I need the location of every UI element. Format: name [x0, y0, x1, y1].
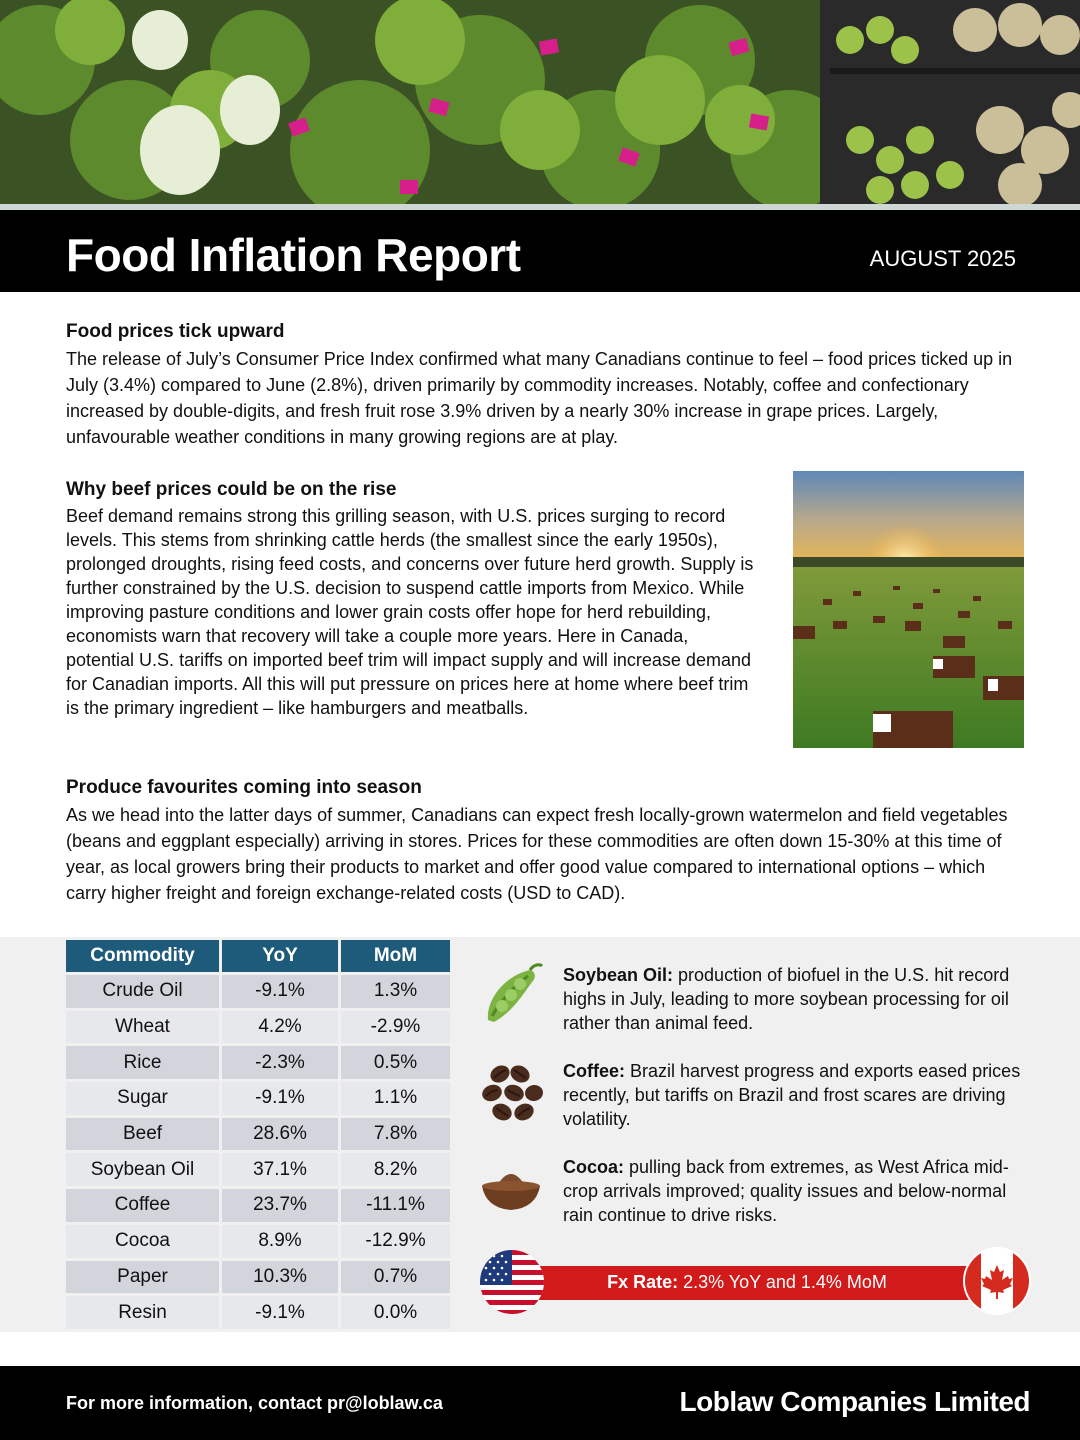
contact-info: For more information, contact pr@loblaw.ca [66, 1393, 443, 1413]
mom-cell: -11.1% [341, 1186, 453, 1222]
table-row [66, 1222, 453, 1258]
section-food-prices [66, 320, 1016, 450]
table-row [66, 972, 453, 1008]
note-text: production of biofuel in the U.S. hit record highs in July, leading to more soybean processing for oil rather than animal feed. [563, 965, 1010, 1033]
company-logo: Loblaw Companies Limited [679, 1386, 1030, 1417]
table-row [66, 1115, 453, 1151]
mom-cell: 0.0% [341, 1293, 453, 1329]
note-label: Cocoa: [563, 1157, 625, 1177]
commodity-cell: Cocoa [66, 1222, 222, 1258]
soybean-note [563, 963, 1033, 1035]
section-heading: Why beef prices could be on the rise [66, 479, 397, 500]
section-heading: Food prices tick upward [66, 321, 285, 342]
section-beef-prices [66, 478, 756, 720]
soybean-pod-icon [478, 962, 544, 1028]
produce-hero-image [0, 0, 1080, 208]
mom-cell: 7.8% [341, 1115, 453, 1151]
cocoa-note [563, 1155, 1033, 1227]
cocoa-powder-icon [478, 1158, 544, 1224]
fx-rate-bar [512, 1266, 982, 1300]
coffee-beans-icon [478, 1060, 544, 1126]
table-row [66, 1258, 453, 1294]
cattle-pasture-image [793, 471, 1024, 748]
footer [0, 1366, 1080, 1440]
yoy-cell: -9.1% [222, 1079, 341, 1115]
note-text: pulling back from extremes, as West Africa mid-crop arrivals improved; quality issues and below-normal rain continue to drive risks. [563, 1157, 1009, 1225]
mom-cell: 0.7% [341, 1258, 453, 1294]
section-body: Beef demand remains strong this grilling season, with U.S. prices surging to record levels. This stems from shrinking cattle herds (the smallest since the early 1950s), prolonged droughts, rising feed costs, and concerns over future herd growth. Supply is further constrained by the U.S. decision to suspend cattle imports from Mexico. While improving pasture conditions and lower grain costs offer hope for herd rebuilding, economists warn that recovery will take a couple more years. Here in Canada, potential U.S. tariffs on imported beef trim will impact supply and will increase demand for Canadian imports. All this will put pressure on prices here at home where beef trim is the primary ingredient – like hamburgers and meatballs. [66, 506, 754, 718]
yoy-cell: 37.1% [222, 1150, 341, 1186]
yoy-cell: 10.3% [222, 1258, 341, 1294]
us-flag-icon [480, 1250, 544, 1314]
mom-cell: 0.5% [341, 1043, 453, 1079]
yoy-cell: 28.6% [222, 1115, 341, 1151]
mom-cell: -2.9% [341, 1008, 453, 1044]
commodity-cell: Coffee [66, 1186, 222, 1222]
canada-flag-icon [965, 1249, 1029, 1313]
commodity-cell: Paper [66, 1258, 222, 1294]
column-header-yoy: YoY [222, 940, 341, 972]
yoy-cell: 8.9% [222, 1222, 341, 1258]
commodity-cell: Rice [66, 1043, 222, 1079]
section-body: The release of July’s Consumer Price Index confirmed what many Canadians continue to feel – food prices ticked up in July (3.4%) compared to June (2.8%), driven primarily by commodity increases. Notably, coffee and confectionary increased by double-digits, and fresh fruit rose 3.9% driven by a nearly 30% increase in grape prices. Largely, unfavourable weather conditions in many growing regions are at play. [66, 349, 1013, 447]
report-date: AUGUST 2025 [869, 246, 1016, 271]
mom-cell: 8.2% [341, 1150, 453, 1186]
fx-rate-text [512, 1272, 982, 1293]
column-header-commodity: Commodity [66, 940, 222, 972]
commodity-cell: Resin [66, 1293, 222, 1329]
mom-cell: 1.3% [341, 972, 453, 1008]
yoy-cell: -9.1% [222, 1293, 341, 1329]
note-label: Soybean Oil: [563, 965, 674, 985]
yoy-cell: 23.7% [222, 1186, 341, 1222]
commodity-table [66, 940, 453, 1329]
yoy-cell: -9.1% [222, 972, 341, 1008]
title-banner [0, 210, 1080, 292]
fx-label: Fx Rate: [607, 1272, 679, 1292]
table-row [66, 1186, 453, 1222]
note-label: Coffee: [563, 1061, 625, 1081]
section-produce-season [66, 776, 1016, 906]
commodity-cell: Beef [66, 1115, 222, 1151]
column-header-mom: MoM [341, 940, 453, 972]
fx-value: 2.3% YoY and 1.4% MoM [678, 1272, 887, 1292]
table-row [66, 1150, 453, 1186]
coffee-note [563, 1059, 1033, 1131]
commodity-cell: Wheat [66, 1008, 222, 1044]
table-row [66, 1043, 453, 1079]
yoy-cell: -2.3% [222, 1043, 341, 1079]
section-heading: Produce favourites coming into season [66, 777, 422, 798]
report-title: Food Inflation Report [66, 229, 521, 281]
section-body: As we head into the latter days of summer, Canadians can expect fresh locally-grown watermelon and field vegetables (beans and eggplant especially) arriving in stores. Prices for these commodities are often down 15-30% at this time of year, as local growers bring their products to market and offer good value compared to international options – which carry higher freight and foreign exchange-related costs (USD to CAD). [66, 805, 1008, 903]
table-row [66, 1079, 453, 1115]
commodity-cell: Crude Oil [66, 972, 222, 1008]
table-header-row [66, 940, 453, 972]
mom-cell: -12.9% [341, 1222, 453, 1258]
table-row [66, 1008, 453, 1044]
commodity-cell: Soybean Oil [66, 1150, 222, 1186]
commodity-cell: Sugar [66, 1079, 222, 1115]
mom-cell: 1.1% [341, 1079, 453, 1115]
note-text: Brazil harvest progress and exports eased prices recently, but tariffs on Brazil and frost scares are driving volatility. [563, 1061, 1021, 1129]
yoy-cell: 4.2% [222, 1008, 341, 1044]
table-row [66, 1293, 453, 1329]
